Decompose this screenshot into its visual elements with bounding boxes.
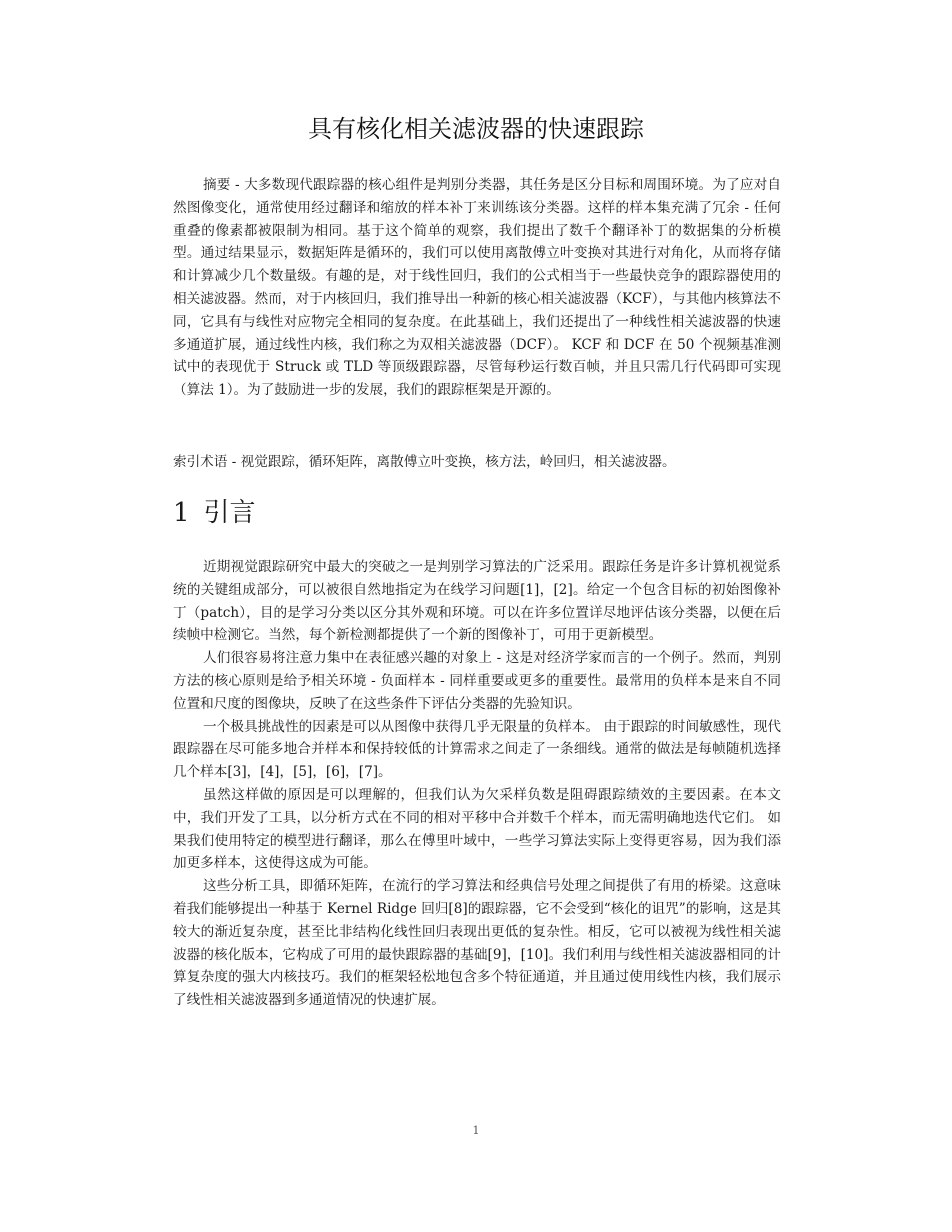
abstract-paragraph: 摘要 - 大多数现代跟踪器的核心组件是判别分类器，其任务是区分目标和周围环境。为了应对自然图像变化，通常使用经过翻译和缩放的样本补丁来训练该分类器。这样的样本集充满了冗余 - 任何重叠的像素都被限制为相同。基于这个简单的观察，我们提出了数千个翻译补丁的数据集的分析模型。通过结果显示，数据矩阵是循环的，我们可以使用离散傅立叶变换对其进行对角化，从而将存储和计算减少几个数量级。有趣的是，对于线性回归，我们的公式相当于一些最快竞争的跟踪器使用的相关滤波器。然而，对于内核回归，我们推导出一种新的核心相关滤波器（KCF），与其他内核算法不同，它具有与线性对应物完全相同的复杂度。在此基础上，我们还提出了一种线性相关滤波器的快速多通道扩展，通过线性内核，我们称之为双相关滤波器（DCF）。 KCF 和 DCF 在 50 个视频基准测试中的表现优于 Struck 或 TLD 等顶级跟踪器，尽管每秒运行数百帧，并且只需几行代码即可实现（算法 1）。为了鼓励进一步的发展，我们的跟踪框架是开源的。	[173, 177, 781, 399]
section-heading	[173, 496, 256, 530]
introduction-body	[173, 556, 781, 1012]
body-paragraph: 这些分析工具，即循环矩阵，在流行的学习算法和经典信号处理之间提供了有用的桥梁。这意味着我们能够提出一种基于 Kernel Ridge 回归[8]的跟踪器，它不会受到“核化的诅咒”的影响，这是其较大的渐近复杂度，甚至比非结构化线性回归表现出更低的复杂性。相反，它可以被视为线性相关滤波器的核化版本，它构成了可用的最快跟踪器的基础[9]，[10]。我们利用与线性相关滤波器相同的计算复杂度的强大内核技巧。我们的框架轻松地包含多个特征通道，并且通过使用线性内核，我们展示了线性相关滤波器到多通道情况的快速扩展。	[173, 878, 781, 1009]
abstract	[173, 174, 781, 402]
page-number: 1	[472, 1124, 480, 1137]
index-terms: 索引术语 - 视觉跟踪，循环矩阵，离散傅立叶变换，核方法，岭回归，相关滤波器。	[173, 454, 676, 470]
body-paragraph: 近期视觉跟踪研究中最大的突破之一是判别学习算法的广泛采用。跟踪任务是许多计算机视觉系统的关键组成部分，可以被很自然地指定为在线学习问题[1]，[2]。给定一个包含目标的初始图像补丁（patch），目的是学习分类以区分其外观和环境。可以在许多位置详尽地评估该分类器，以便在后续帧中检测它。当然，每个新检测都提供了一个新的图像补丁，可用于更新模型。	[173, 559, 781, 644]
body-paragraph: 一个极具挑战性的因素是可以从图像中获得几乎无限量的负样本。 由于跟踪的时间敏感性，现代跟踪器在尽可能多地合并样本和保持较低的计算需求之间走了一条细线。通常的做法是每帧随机选择几个样本[3]，[4]，[5]，[6]，[7]。	[173, 718, 781, 781]
section-title: 引言	[203, 498, 256, 528]
body-paragraph: 人们很容易将注意力集中在表征感兴趣的对象上 - 这是对经济学家而言的一个例子。然而，判别方法的核心原则是给予相关环境 - 负面样本 - 同样重要或更多的重要性。最常用的负样本是来自不同位置和尺度的图像块，反映了在这些条件下评估分类器的先验知识。	[173, 650, 781, 712]
section-number: 1	[173, 498, 190, 528]
body-paragraph: 虽然这样做的原因是可以理解的，但我们认为欠采样负数是阻碍跟踪绩效的主要因素。在本文中，我们开发了工具，以分析方式在不同的相对平移中合并数千个样本，而无需明确地迭代它们。 如果我们使用特定的模型进行翻译，那么在傅里叶域中，一些学习算法实际上变得更容易，因为我们添加更多样本，这使得这成为可能。	[173, 786, 781, 872]
paper-title: 具有核化相关滤波器的快速跟踪	[308, 115, 644, 143]
